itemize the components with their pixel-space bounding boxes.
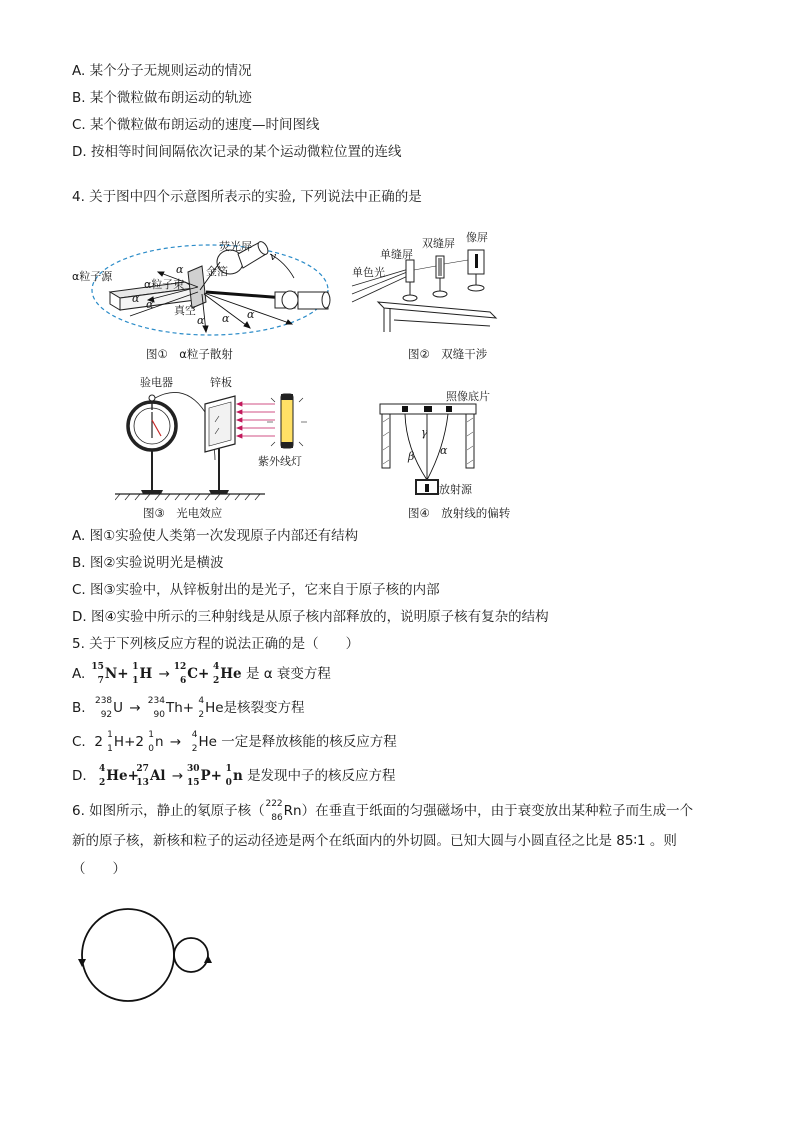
nuclide-symbol: H bbox=[139, 666, 153, 682]
atomic-number: 86 bbox=[271, 813, 283, 823]
nuclide-notation bbox=[147, 698, 165, 718]
atomic-number: 92 bbox=[100, 710, 113, 720]
plus-sign: + bbox=[182, 700, 195, 716]
figure-tangent-circles bbox=[72, 905, 222, 1007]
atomic-number: 1 bbox=[107, 744, 113, 754]
atomic-number: 90 bbox=[153, 710, 165, 720]
q6-line-3: （ ） bbox=[72, 861, 126, 877]
label-film: 照像底片 bbox=[446, 390, 490, 403]
mass-number: 4 bbox=[198, 696, 205, 706]
nuclide-symbol: C bbox=[187, 666, 198, 682]
option-label: D. bbox=[72, 768, 87, 784]
reaction-arrow: → bbox=[129, 700, 141, 716]
large-circle-track bbox=[82, 909, 174, 1001]
nuclide-symbol: N bbox=[104, 666, 118, 682]
label-alpha-6: α bbox=[247, 308, 255, 321]
figure-alpha-scattering bbox=[70, 232, 340, 347]
label-single-slit: 单缝屏 bbox=[380, 248, 413, 261]
label-foil: 金箔 bbox=[206, 265, 228, 278]
q5-option-d bbox=[72, 766, 396, 786]
label-alpha-2: α bbox=[132, 292, 140, 305]
nuclide-symbol: He bbox=[220, 666, 242, 682]
nuclide-symbol: He bbox=[106, 768, 128, 784]
mass-number: 1 bbox=[132, 662, 139, 672]
q6-text: ）在垂直于纸面的匀强磁场中，由于衰变放出某种粒子而生成一个 bbox=[301, 803, 694, 819]
mass-number: 238 bbox=[94, 696, 113, 706]
q3-option-a: A. 某个分子无规则运动的情况 bbox=[72, 63, 252, 79]
atomic-number: 2 bbox=[191, 744, 198, 754]
mass-number: 27 bbox=[136, 764, 149, 774]
mass-number: 12 bbox=[173, 662, 187, 672]
label-alpha-5: α bbox=[222, 312, 230, 325]
atomic-number: 2 bbox=[213, 676, 220, 686]
option-text: 一定是释放核能的核反应方程 bbox=[221, 734, 397, 750]
caption-fig4: 图④ 放射线的偏转 bbox=[408, 506, 511, 520]
mass-number: 1 bbox=[107, 730, 113, 740]
plus-sign: + bbox=[197, 666, 210, 682]
nuclide-notation bbox=[187, 732, 197, 752]
reaction-arrow: → bbox=[169, 734, 182, 750]
reaction-arrow: → bbox=[158, 666, 170, 682]
atomic-number: 0 bbox=[148, 744, 154, 754]
q4-option-a: A. 图①实验使人类第一次发现原子内部还有结构 bbox=[72, 528, 359, 544]
label-beam: α粒子束 bbox=[144, 278, 185, 291]
caption-fig3: 图③ 光电效应 bbox=[143, 506, 223, 520]
mass-number: 15 bbox=[91, 662, 104, 672]
mass-number: 30 bbox=[186, 764, 200, 774]
label-beta: β bbox=[408, 450, 415, 463]
mass-number: 4 bbox=[191, 730, 198, 740]
atomic-number: 7 bbox=[97, 676, 104, 686]
caption-fig1: 图① α粒子散射 bbox=[146, 347, 233, 361]
q5-option-a bbox=[72, 664, 331, 684]
label-gamma: γ bbox=[421, 426, 428, 439]
label-alpha-3: α bbox=[146, 298, 154, 311]
atomic-number: 15 bbox=[186, 778, 200, 788]
option-text: 是核裂变方程 bbox=[223, 700, 305, 716]
mass-number: 1 bbox=[225, 764, 232, 774]
label-source: α粒子源 bbox=[72, 270, 113, 283]
label-alpha-fig4: α bbox=[440, 444, 448, 457]
nuclide-notation bbox=[95, 766, 105, 786]
nuclide-symbol: Al bbox=[149, 768, 166, 784]
large-circle-arrow bbox=[78, 959, 86, 967]
plus-sign: + bbox=[210, 768, 222, 784]
figure-photoelectric bbox=[115, 372, 315, 504]
nuclide-notation bbox=[265, 801, 283, 821]
nuclide-symbol: Th bbox=[165, 700, 183, 716]
atomic-number: 1 bbox=[132, 676, 139, 686]
option-label: A. bbox=[72, 666, 86, 682]
q6-line-1 bbox=[72, 801, 693, 821]
nuclide-symbol: U bbox=[113, 700, 124, 716]
small-circle-track bbox=[174, 938, 208, 972]
nuclide-symbol: P bbox=[200, 768, 211, 784]
nuclide-notation bbox=[91, 662, 104, 686]
plus-sign: + bbox=[124, 734, 136, 750]
label-uv-lamp: 紫外线灯 bbox=[258, 455, 302, 468]
option-text: 是发现中子的核反应方程 bbox=[247, 768, 396, 784]
option-label: C. bbox=[72, 734, 86, 750]
plus-sign: + bbox=[117, 666, 129, 682]
q4-stem: 4. 关于图中四个示意图所表示的实验, 下列说法中正确的是 bbox=[72, 189, 422, 205]
plus-sign: + bbox=[127, 768, 139, 784]
nuclide-notation bbox=[194, 698, 204, 718]
atomic-number: 6 bbox=[179, 676, 187, 686]
nuclide-notation bbox=[144, 732, 154, 752]
q6-line-2: 新的原子核，新核和粒子的运动径迹是两个在纸面内的外切圆。已知大圆与小圆直径之比是 85∶1 。则 bbox=[72, 833, 677, 849]
nuclide-symbol: n bbox=[232, 768, 243, 784]
figure-radiation-deflection bbox=[372, 388, 502, 503]
nuclide-notation bbox=[94, 698, 112, 718]
label-electroscope: 验电器 bbox=[140, 376, 173, 389]
q3-option-d: D. 按相等时间间隔依次记录的某个运动微粒位置的连线 bbox=[72, 144, 402, 160]
mass-number: 1 bbox=[148, 730, 154, 740]
label-alpha-1: α bbox=[176, 263, 184, 276]
mass-number: 234 bbox=[147, 696, 165, 706]
reaction-arrow: → bbox=[171, 768, 184, 784]
label-vacuum: 真空 bbox=[174, 304, 196, 317]
label-double-slit: 双缝屏 bbox=[422, 237, 455, 250]
label-zinc-plate: 锌板 bbox=[210, 376, 232, 389]
atomic-number: 2 bbox=[198, 710, 205, 720]
nuclide-notation bbox=[222, 766, 232, 786]
figure-double-slit bbox=[350, 230, 500, 340]
nuclide-symbol: n bbox=[154, 734, 164, 750]
small-circle-arrow bbox=[204, 955, 212, 963]
caption-fig2: 图② 双缝干涉 bbox=[408, 347, 488, 361]
mass-number: 4 bbox=[99, 764, 106, 774]
label-alpha-4: α bbox=[197, 314, 205, 327]
label-image-screen: 像屏 bbox=[466, 231, 488, 244]
q3-option-b: B. 某个微粒做布朗运动的轨迹 bbox=[72, 90, 252, 106]
uv-lamp bbox=[281, 394, 293, 448]
nuclide-notation bbox=[129, 664, 139, 684]
nuclide-notation bbox=[136, 764, 149, 788]
single-slit-screen bbox=[406, 260, 414, 282]
label-mono-light: 单色光 bbox=[352, 266, 385, 279]
mass-number: 222 bbox=[265, 799, 283, 809]
nuclide-notation bbox=[186, 764, 200, 788]
q4-option-d: D. 图④实验中所示的三种射线是从原子核内部释放的，说明原子核有复杂的结构 bbox=[72, 609, 549, 625]
option-text: 是 α 衰变方程 bbox=[245, 666, 331, 682]
q5-option-c bbox=[72, 732, 397, 752]
atomic-number: 0 bbox=[225, 778, 232, 788]
option-label: B. bbox=[72, 700, 86, 716]
nuclide-notation bbox=[209, 664, 219, 684]
label-screen: 荧光屏 bbox=[219, 240, 252, 253]
label-v: v bbox=[270, 250, 277, 263]
nuclide-symbol: He bbox=[205, 700, 224, 716]
nuclide-symbol: H bbox=[113, 734, 125, 750]
nuclide-notation bbox=[173, 662, 187, 686]
alpha-beam bbox=[206, 292, 285, 298]
atomic-number: 13 bbox=[136, 778, 149, 788]
q3-option-c: C. 某个微粒做布朗运动的速度—时间图线 bbox=[72, 117, 320, 133]
coefficient: 2 bbox=[135, 734, 144, 750]
nuclide-symbol: He bbox=[198, 734, 217, 750]
q5-stem: 5. 关于下列核反应方程的说法正确的是（ ） bbox=[72, 636, 360, 652]
coefficient: 2 bbox=[94, 734, 103, 750]
nuclide-symbol: Rn bbox=[283, 803, 302, 819]
label-source-4: 放射源 bbox=[439, 483, 472, 496]
nuclide-notation bbox=[103, 732, 113, 752]
q4-option-c: C. 图③实验中，从锌板射出的是光子，它来自于原子核的内部 bbox=[72, 582, 440, 598]
mass-number: 4 bbox=[213, 662, 220, 672]
double-slit-screen bbox=[436, 256, 444, 278]
q5-option-b bbox=[72, 698, 305, 718]
q4-option-b: B. 图②实验说明光是横波 bbox=[72, 555, 224, 571]
q6-text: 6. 如图所示，静止的氡原子核（ bbox=[72, 803, 265, 819]
atomic-number: 2 bbox=[99, 778, 106, 788]
